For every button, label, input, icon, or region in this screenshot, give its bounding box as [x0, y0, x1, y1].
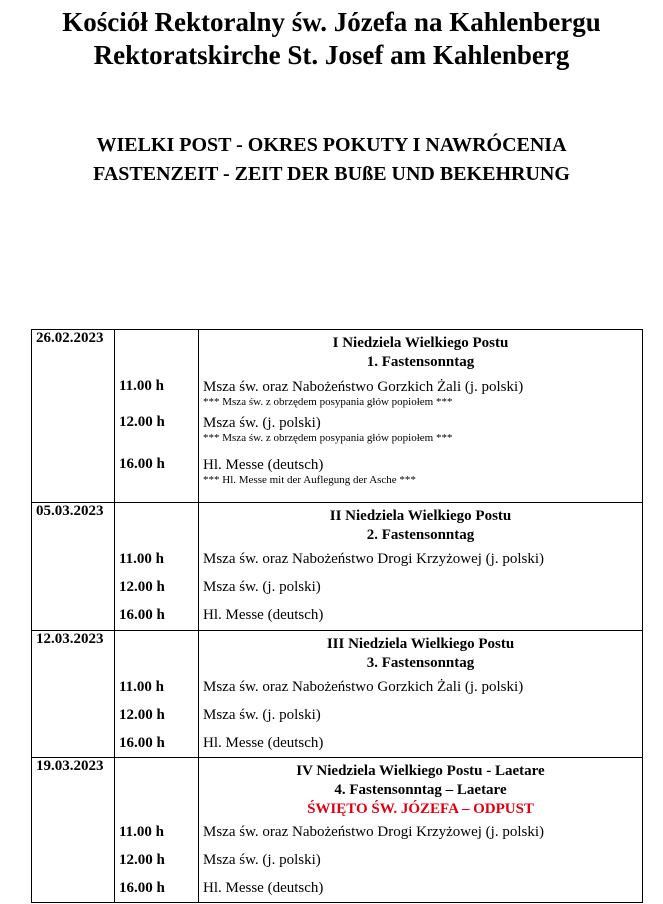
service-description: Msza św. (j. polski) — [203, 852, 321, 868]
service-entry — [199, 673, 642, 701]
sunday-date: 12.03.2023 — [32, 631, 115, 758]
season-title-pl: WIELKI POST - OKRES POKUTY I NAWRÓCENIA — [96, 134, 567, 156]
sunday-title-de: 1. Fastensonntag — [366, 354, 475, 370]
service-entry — [199, 729, 642, 757]
sunday-title-de: 4. Fastensonntag – Laetare — [334, 782, 507, 798]
service-time: 12.00 h — [119, 579, 165, 595]
service-entry — [199, 818, 642, 846]
services-cell — [199, 758, 643, 903]
sunday-row — [32, 631, 643, 758]
sunday-date: 19.03.2023 — [32, 758, 115, 903]
service-time: 12.00 h — [119, 707, 165, 723]
sunday-date: 05.03.2023 — [32, 503, 115, 631]
sunday-title — [199, 631, 642, 673]
feast-label: ŚWIĘTO ŚW. JÓZEFA – ODPUST — [307, 801, 534, 817]
service-time: 16.00 h — [119, 735, 165, 751]
service-entry — [199, 601, 642, 629]
sunday-title — [199, 503, 642, 545]
sunday-title-pl: II Niedziela Wielkiego Postu — [329, 508, 512, 524]
sunday-title-de: 3. Fastensonntag — [366, 655, 475, 671]
church-title-de: Rektoratskirche St. Josef am Kahlenberg — [93, 40, 570, 70]
sunday-row — [32, 330, 643, 503]
document-header — [0, 6, 663, 189]
sunday-title — [199, 330, 642, 372]
service-description: Msza św. (j. polski) — [203, 579, 321, 595]
service-description: Msza św. oraz Nabożeństwo Gorzkich Żali (j. polski) — [203, 679, 524, 695]
service-description: Hl. Messe (deutsch) — [203, 880, 324, 896]
services-cell — [199, 330, 643, 503]
sunday-title-pl: III Niedziela Wielkiego Postu — [326, 636, 515, 652]
season-title-de: FASTENZEIT - ZEIT DER BUßE UND BEKEHRUNG — [93, 163, 570, 185]
service-entry — [199, 545, 642, 573]
service-description: Msza św. oraz Nabożeństwo Gorzkich Żali (j. polski) — [203, 379, 524, 395]
service-entry — [199, 701, 642, 729]
services-cell — [199, 631, 643, 758]
service-description: Msza św. (j. polski) — [203, 415, 321, 431]
service-time: 11.00 h — [119, 378, 165, 394]
service-times-cell — [115, 330, 199, 503]
service-time: 12.00 h — [119, 852, 165, 868]
service-time: 11.00 h — [119, 824, 165, 840]
service-time: 16.00 h — [119, 607, 165, 623]
service-description: Hl. Messe (deutsch) — [203, 457, 324, 473]
service-description: Msza św. (j. polski) — [203, 707, 321, 723]
service-time: 11.00 h — [119, 679, 165, 695]
service-time: 16.00 h — [119, 880, 165, 896]
church-title-pl: Kościół Rektoralny św. Józefa na Kahlenbergu — [62, 7, 601, 37]
service-entry — [199, 573, 642, 601]
service-note: *** Msza św. z obrzędem posypania głów popiołem *** — [203, 432, 453, 444]
service-entry — [199, 846, 642, 874]
service-description: Hl. Messe (deutsch) — [203, 607, 324, 623]
mass-schedule-table — [31, 329, 643, 903]
service-entry — [199, 372, 642, 408]
service-time: 11.00 h — [119, 551, 165, 567]
service-times-cell — [115, 503, 199, 631]
service-time: 12.00 h — [119, 414, 165, 430]
sunday-title-pl: IV Niedziela Wielkiego Postu - Laetare — [296, 763, 545, 779]
sunday-row — [32, 503, 643, 631]
sunday-title — [199, 758, 642, 818]
sunday-title-pl: I Niedziela Wielkiego Postu — [332, 335, 509, 351]
service-time: 16.00 h — [119, 456, 165, 472]
service-description: Msza św. oraz Nabożeństwo Drogi Krzyżowej (j. polski) — [203, 824, 545, 840]
sunday-row — [32, 758, 643, 903]
service-description: Hl. Messe (deutsch) — [203, 735, 324, 751]
service-entry — [199, 450, 642, 498]
service-times-cell — [115, 758, 199, 903]
sunday-title-de: 2. Fastensonntag — [366, 527, 475, 543]
service-times-cell — [115, 631, 199, 758]
sunday-date: 26.02.2023 — [32, 330, 115, 503]
services-cell — [199, 503, 643, 631]
service-entry — [199, 408, 642, 450]
service-note: *** Msza św. z obrzędem posypania głów popiołem *** — [203, 396, 453, 408]
service-description: Msza św. oraz Nabożeństwo Drogi Krzyżowej (j. polski) — [203, 551, 545, 567]
service-note: *** Hl. Messe mit der Auflegung der Asche *** — [203, 474, 416, 486]
